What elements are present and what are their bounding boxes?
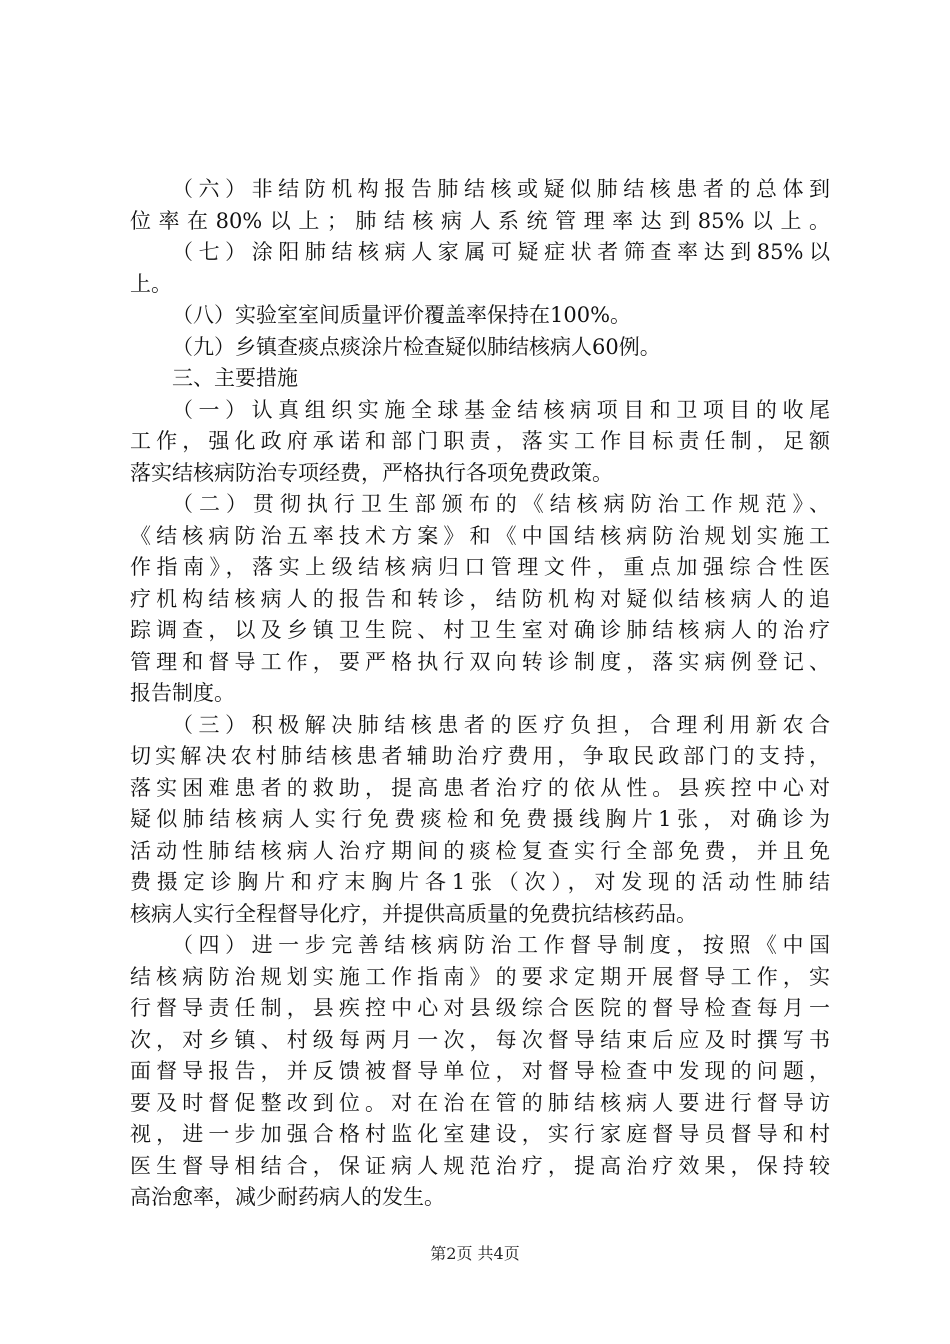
- text-line: （四）进一步完善结核病防治工作督导制度，按照《中国: [172, 933, 830, 957]
- text-line: 疑似肺结核病人实行免费痰检和免费摄线胸片1张，对确诊为: [130, 807, 830, 831]
- page-number-footer: 第2页 共4页: [430, 1244, 520, 1263]
- text-line: 落实结核病防治专项经费，严格执行各项免费政策。: [130, 460, 613, 485]
- text-line: 核病人实行全程督导化疗，并提供高质量的免费抗结核药品。: [130, 901, 697, 926]
- text-line: （二）贯彻执行卫生部颁布的《结核病防治工作规范》、: [172, 492, 830, 516]
- text-line: 结核病防治规划实施工作指南》的要求定期开展督导工作，实: [130, 964, 830, 989]
- text-line: 踪调查，以及乡镇卫生院、村卫生室对确诊肺结核病人的治疗: [130, 618, 830, 642]
- text-line: 管理和督导工作，要严格执行双向转诊制度，落实病例登记、: [130, 649, 830, 674]
- text-line: 上。: [130, 271, 172, 296]
- text-line: 作指南》，落实上级结核病归口管理文件，重点加强综合性医: [130, 555, 830, 579]
- text-line: （九）乡镇查痰点痰涂片检查疑似肺结核病人60例。: [172, 334, 661, 359]
- text-line: 位率在80%以上；肺结核病人系统管理率达到85%以上。: [130, 208, 830, 233]
- text-line: 面督导报告，并反馈被督导单位，对督导检查中发现的问题，: [130, 1059, 830, 1083]
- text-line: 视，进一步加强合格村监化室建设，实行家庭督导员督导和村: [130, 1122, 830, 1146]
- document-body: [130, 174, 830, 1214]
- text-line: 行督导责任制，县疾控中心对县级综合医院的督导检查每月一: [130, 996, 830, 1020]
- text-line: （八）实验室室间质量评价覆盖率保持在100%。: [172, 303, 632, 327]
- text-line: 医生督导相结合，保证病人规范治疗，提高治疗效果，保持较: [130, 1153, 830, 1178]
- text-line: （一）认真组织实施全球基金结核病项目和卫项目的收尾: [172, 397, 830, 422]
- text-line: 费摄定诊胸片和疗末胸片各1张（次），对发现的活动性肺结: [130, 870, 830, 894]
- text-line: （六）非结防机构报告肺结核或疑似肺结核患者的总体到: [172, 177, 830, 201]
- text-line: 工作，强化政府承诺和部门职责，落实工作目标责任制，足额: [130, 429, 830, 453]
- text-line: 要及时督促整改到位。对在治在管的肺结核病人要进行督导访: [130, 1090, 830, 1115]
- text-line: 《结核病防治五率技术方案》和《中国结核病防治规划实施工: [130, 523, 830, 548]
- text-line: （七）涂阳肺结核病人家属可疑症状者筛查率达到85%以: [172, 240, 830, 264]
- text-line: 报告制度。: [130, 681, 235, 705]
- text-line: 活动性肺结核病人治疗期间的痰检复查实行全部免费，并且免: [130, 838, 830, 863]
- text-line: 高治愈率，减少耐药病人的发生。: [130, 1185, 445, 1209]
- text-line: 次，对乡镇、村级每两月一次，每次督导结束后应及时撰写书: [130, 1027, 830, 1052]
- text-line: 落实困难患者的救助，提高患者治疗的依从性。县疾控中心对: [130, 775, 830, 800]
- section-heading: 三、主要措施: [172, 366, 298, 390]
- text-line: 疗机构结核病人的报告和转诊，结防机构对疑似结核病人的追: [130, 586, 830, 611]
- text-line: （三）积极解决肺结核患者的医疗负担，合理利用新农合: [172, 712, 830, 737]
- text-line: 切实解决农村肺结核患者辅助治疗费用，争取民政部门的支持，: [130, 744, 830, 768]
